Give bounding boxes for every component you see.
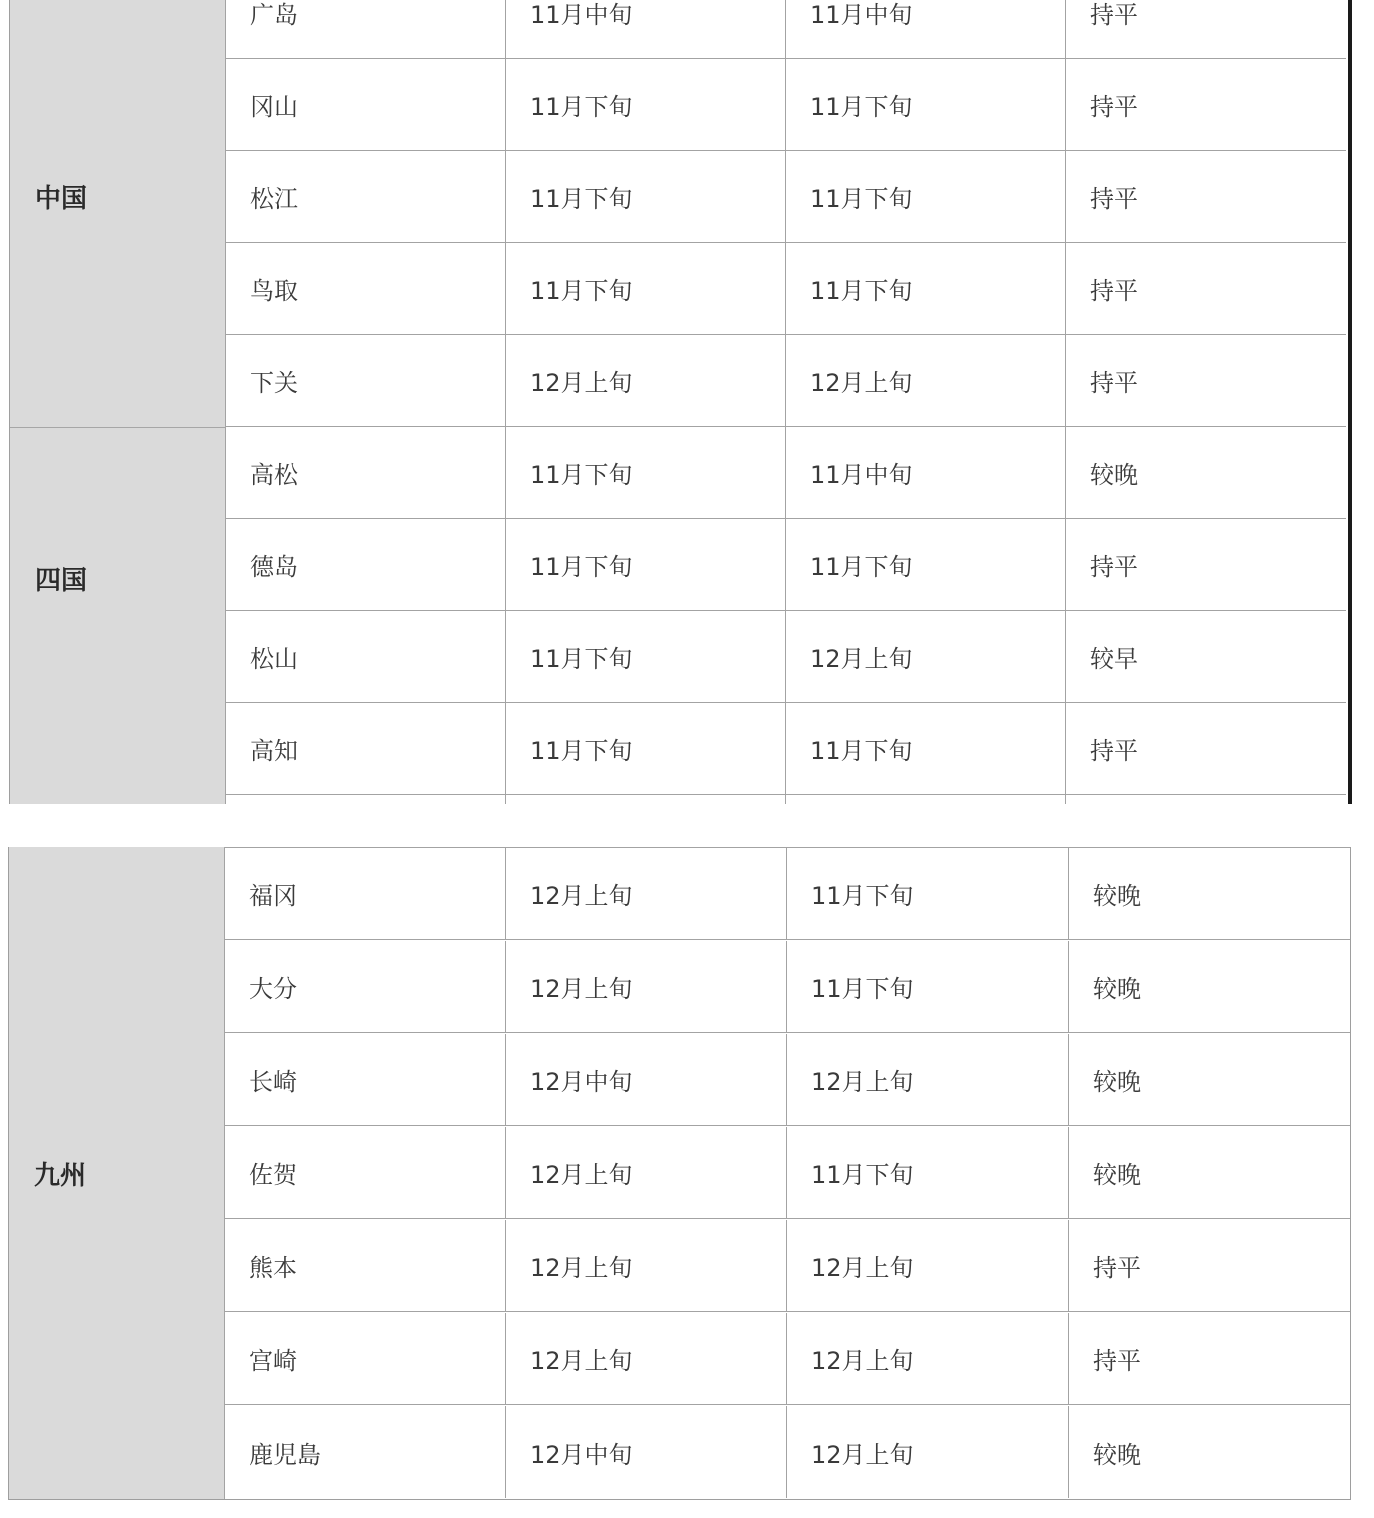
period-cell: 11月下旬 xyxy=(786,151,1066,242)
period-cell: 11月下旬 xyxy=(787,848,1069,939)
period-cell: 11月下旬 xyxy=(787,941,1069,1032)
period-cell: 12月上旬 xyxy=(786,335,1066,426)
period-cell: 12月上旬 xyxy=(787,1313,1069,1404)
comparison-cell: 较晚 xyxy=(1093,1161,1141,1189)
table-row xyxy=(224,1127,1351,1219)
table-row xyxy=(225,703,1346,795)
comparison-cell: 持平 xyxy=(1066,703,1346,794)
table-row xyxy=(225,427,1346,519)
comparison-cell: 持平 xyxy=(1066,519,1346,610)
period-cell: 11月下旬 xyxy=(506,243,786,334)
region-label: 九州 xyxy=(34,1160,87,1191)
period-cell: 12月中旬 xyxy=(506,1034,787,1125)
city-cell: 高松 xyxy=(225,427,506,518)
period-cell: 12月上旬 xyxy=(506,335,786,426)
empty-cell xyxy=(225,795,506,804)
period-cell: 11月下旬 xyxy=(506,703,786,794)
comparison-cell: 持平 xyxy=(1066,59,1346,150)
city-cell: 广岛 xyxy=(225,0,506,58)
table-row xyxy=(225,243,1346,335)
city-cell: 松江 xyxy=(225,151,506,242)
region-label: 四国 xyxy=(35,565,88,596)
table-row xyxy=(225,151,1346,243)
period-cell: 12月上旬 xyxy=(506,1313,787,1404)
table-row xyxy=(224,941,1351,1033)
period-cell: 12月中旬 xyxy=(506,1406,787,1498)
period-cell: 11月中旬 xyxy=(786,427,1066,518)
city-cell: 德岛 xyxy=(225,519,506,610)
region-cell-kyushu xyxy=(9,847,225,1499)
empty-cell xyxy=(786,795,1066,804)
comparison-cell: 较晚 xyxy=(1093,1440,1141,1469)
comparison-cell: 较晚 xyxy=(1066,427,1346,518)
city-cell: 熊本 xyxy=(224,1220,506,1311)
period-cell: 11月下旬 xyxy=(786,59,1066,150)
period-cell: 12月上旬 xyxy=(787,1034,1069,1125)
table-row xyxy=(224,1406,1351,1498)
city-cell: 佐贺 xyxy=(224,1127,506,1218)
period-cell: 12月上旬 xyxy=(506,848,787,939)
table-row-partial xyxy=(225,795,1346,804)
period-cell: 11月中旬 xyxy=(786,0,1066,58)
city-cell: 松山 xyxy=(225,611,506,702)
period-cell: 12月上旬 xyxy=(506,1127,787,1218)
comparison-cell: 持平 xyxy=(1066,335,1346,426)
city-cell: 大分 xyxy=(224,941,506,1032)
comparison-cell: 较早 xyxy=(1066,611,1346,702)
region-cell-chugoku xyxy=(10,0,226,428)
comparison-cell: 较晚 xyxy=(1093,1068,1141,1096)
period-cell: 11月下旬 xyxy=(506,519,786,610)
period-cell: 12月上旬 xyxy=(787,1406,1069,1498)
period-cell: 11月下旬 xyxy=(506,611,786,702)
period-cell: 12月上旬 xyxy=(787,1220,1069,1311)
table-fragment-bottom xyxy=(8,847,1351,1500)
page-edge-bar xyxy=(1348,0,1352,804)
period-cell: 11月下旬 xyxy=(506,59,786,150)
period-cell: 11月下旬 xyxy=(506,427,786,518)
period-cell: 11月下旬 xyxy=(786,703,1066,794)
comparison-cell: 较晚 xyxy=(1093,882,1141,910)
comparison-cell: 持平 xyxy=(1066,151,1346,242)
city-cell: 长崎 xyxy=(224,1034,506,1125)
comparison-cell: 持平 xyxy=(1093,1254,1141,1282)
city-cell: 福冈 xyxy=(224,848,506,939)
city-cell: 鹿児島 xyxy=(224,1406,506,1498)
empty-cell xyxy=(506,795,786,804)
period-cell: 11月下旬 xyxy=(787,1127,1069,1218)
table-row xyxy=(225,519,1346,611)
table-row xyxy=(224,1313,1351,1405)
table-row xyxy=(225,611,1346,703)
table-row xyxy=(224,1220,1351,1312)
comparison-cell: 持平 xyxy=(1066,0,1346,58)
period-cell: 12月上旬 xyxy=(786,611,1066,702)
table-fragment-top xyxy=(9,0,1346,804)
period-cell: 11月下旬 xyxy=(786,519,1066,610)
period-cell: 12月上旬 xyxy=(506,941,787,1032)
table-row xyxy=(224,848,1351,940)
region-label: 中国 xyxy=(35,184,88,214)
period-cell: 11月中旬 xyxy=(506,0,786,58)
table-row xyxy=(225,59,1346,151)
comparison-cell: 持平 xyxy=(1066,243,1346,334)
period-cell: 11月下旬 xyxy=(786,243,1066,334)
empty-cell xyxy=(1066,795,1346,804)
city-cell: 鸟取 xyxy=(225,243,506,334)
region-cell-shikoku xyxy=(10,428,226,804)
city-cell: 冈山 xyxy=(225,59,506,150)
city-cell: 宫崎 xyxy=(224,1313,506,1404)
table-row xyxy=(224,1034,1351,1126)
city-cell: 高知 xyxy=(225,703,506,794)
table-row xyxy=(225,335,1346,427)
period-cell: 11月下旬 xyxy=(506,151,786,242)
period-cell: 12月上旬 xyxy=(506,1220,787,1311)
city-cell: 下关 xyxy=(225,335,506,426)
table-row xyxy=(225,0,1346,59)
comparison-cell: 较晚 xyxy=(1093,975,1141,1003)
comparison-cell: 持平 xyxy=(1093,1347,1141,1375)
